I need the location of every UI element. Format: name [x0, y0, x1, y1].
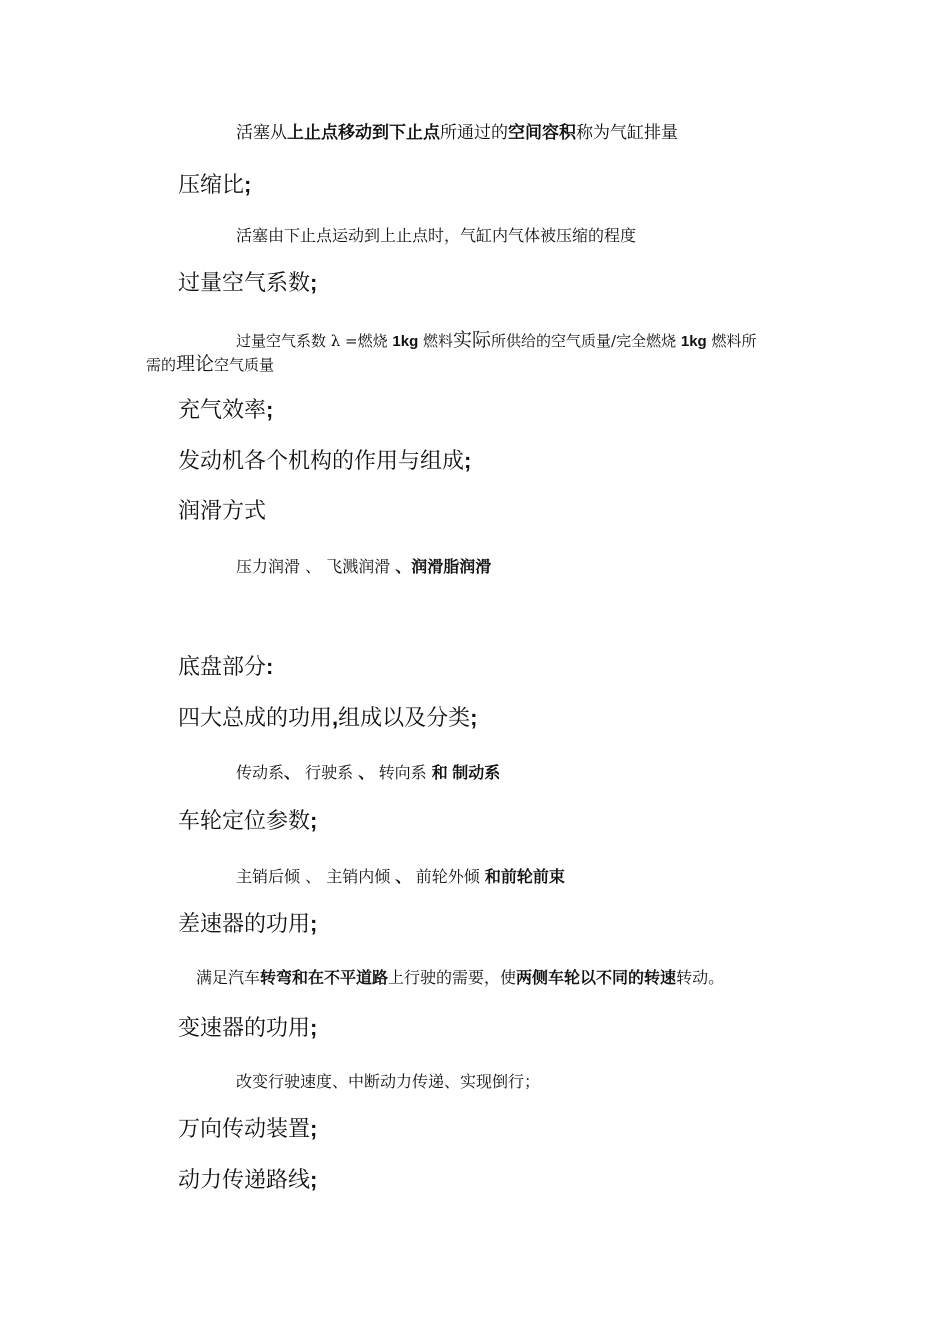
text-segment: 上行驶的需要，使 — [388, 970, 517, 987]
text-segment: 满足汽车 — [196, 970, 261, 987]
text-segment: 过量空气系数 λ =燃烧 — [236, 332, 393, 350]
bold-segment: 、 — [395, 559, 412, 576]
text-segment: 空气质量 — [214, 356, 275, 374]
excess-air-definition-line2 — [146, 349, 274, 376]
text-segment: 燃料 — [418, 332, 454, 350]
heading-text: 车轮定位参数 — [178, 809, 311, 834]
heading-punct: ; — [310, 808, 318, 833]
text-segment: 燃料所 — [706, 332, 757, 350]
bold-segment: 润滑脂润滑 — [411, 559, 492, 576]
text-segment: 称为气缸排量 — [576, 123, 678, 142]
wheel-alignment-list — [236, 864, 565, 887]
bold-segment: 1kg — [680, 333, 707, 350]
text-segment: 、 — [305, 557, 327, 576]
heading-punct: ; — [310, 911, 318, 936]
heading-transmission — [178, 1011, 317, 1042]
heading-text: 四大总成的功用 — [178, 706, 333, 731]
text-segment: 理论 — [176, 353, 215, 375]
heading-differential — [178, 907, 317, 938]
heading-punct: ; — [244, 172, 252, 197]
heading-universal-joint — [178, 1112, 317, 1143]
heading-excess-air — [178, 266, 317, 297]
bold-segment: 、 — [395, 869, 416, 886]
displacement-definition — [236, 118, 678, 143]
heading-punct: ; — [266, 397, 274, 422]
heading-text: 动力传递路线 — [178, 1168, 311, 1193]
excess-air-definition-line1 — [236, 325, 757, 352]
heading-text: 变速器的功用 — [178, 1016, 311, 1041]
text-segment: 传动系 — [236, 763, 285, 782]
text-segment: 实际 — [453, 329, 492, 351]
heading-text: 发动机各个机构的作用与组成 — [178, 449, 465, 474]
bold-segment: 和前轮前束 — [484, 869, 565, 886]
transmission-function: 改变行驶速度、中断动力传递、实现倒行； — [236, 1072, 541, 1091]
text-segment: 行驶系 — [300, 763, 359, 782]
text-segment: 主销后倾 — [236, 867, 301, 886]
bold-segment: 上止点移动到下止点 — [287, 123, 440, 142]
heading-text: 万向传动装置 — [178, 1117, 311, 1142]
bold-segment: 和 制动系 — [431, 765, 501, 782]
heading-four-assemblies — [178, 701, 477, 732]
differential-function — [196, 965, 724, 988]
heading-wheel-alignment — [178, 804, 317, 835]
text-segment: 主销内倾 — [326, 867, 396, 886]
heading-text: 底盘部分 — [178, 655, 267, 680]
heading-punct: : — [266, 654, 274, 679]
heading-punct: ; — [310, 1167, 318, 1192]
heading-text: 组成以及分类 — [338, 706, 471, 731]
heading-lubrication: 润滑方式 — [178, 499, 267, 524]
heading-text: 充气效率 — [178, 398, 267, 423]
text-segment: 前轮外倾 — [415, 867, 485, 886]
lubrication-methods — [236, 554, 491, 577]
text-segment: 、 — [300, 867, 327, 886]
text-segment: 转向系 — [378, 763, 432, 782]
heading-punct: , — [332, 705, 339, 730]
text-segment: 需的 — [146, 356, 177, 374]
bold-segment: 、 — [284, 765, 301, 782]
bold-segment: 两侧车轮以不同的转速 — [516, 970, 677, 987]
text-segment: 活塞从 — [236, 123, 287, 142]
bold-segment: 转弯和在不平道路 — [260, 970, 389, 987]
heading-punct: ; — [310, 270, 318, 295]
heading-compression-ratio — [178, 168, 251, 199]
compression-ratio-definition: 活塞由下止点运动到上止点时，气缸内气体被压缩的程度 — [236, 226, 637, 245]
heading-chassis — [178, 650, 273, 681]
heading-text: 过量空气系数 — [178, 271, 311, 296]
heading-punct: ; — [464, 448, 472, 473]
heading-text: 压缩比 — [178, 173, 245, 198]
text-segment: 转动。 — [676, 970, 725, 987]
text-segment: 所供给的空气质量/完全燃烧 — [491, 332, 681, 350]
heading-text: 差速器的功用 — [178, 912, 311, 937]
bold-segment: 1kg — [392, 333, 419, 350]
heading-engine-mechanisms — [178, 444, 471, 475]
four-assemblies-list — [236, 760, 500, 783]
heading-punct: ; — [310, 1116, 318, 1141]
bold-segment: 、 — [358, 765, 379, 782]
heading-punct: ; — [470, 705, 478, 730]
heading-power-path — [178, 1163, 317, 1194]
text-segment: 飞溅润滑 — [326, 557, 396, 576]
text-segment: 压力润滑 — [236, 557, 306, 576]
heading-charging-efficiency — [178, 393, 273, 424]
heading-punct: ; — [310, 1015, 318, 1040]
bold-segment: 空间容积 — [508, 123, 576, 142]
text-segment: 所通过的 — [440, 123, 508, 142]
